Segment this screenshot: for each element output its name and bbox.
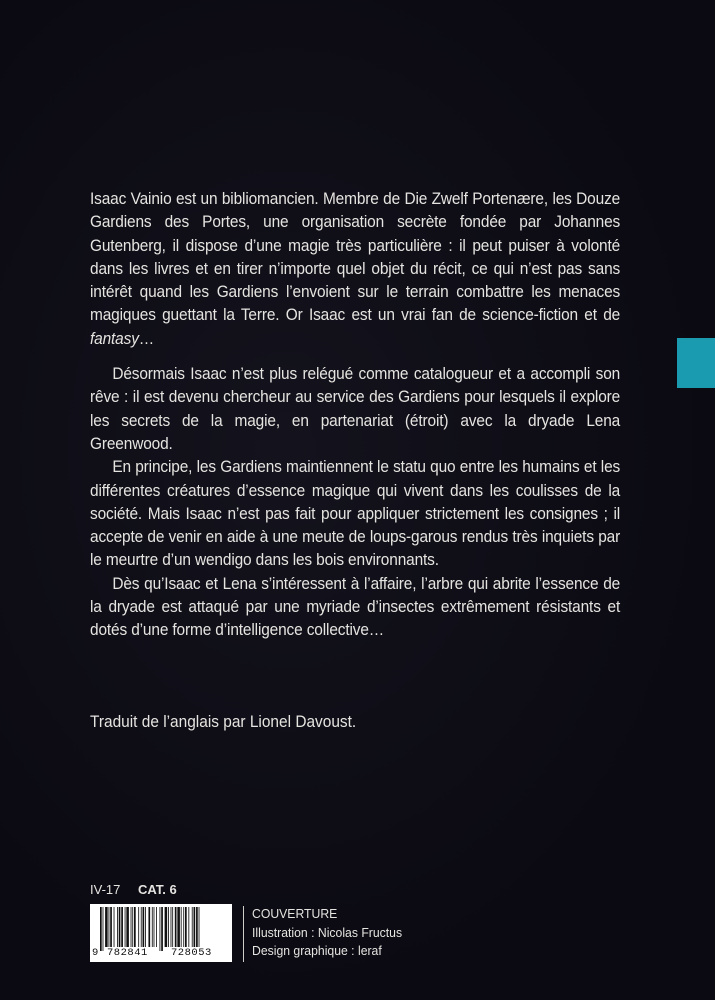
- blurb-paragraph-1: [90, 187, 620, 350]
- barcode-first-digit: 9: [92, 947, 99, 959]
- catalog-reference: IV-17: [90, 882, 121, 897]
- translator-credit: Traduit de l’anglais par Lionel Davoust.: [90, 712, 357, 731]
- credits-divider: [243, 906, 244, 962]
- barcode-digits: [90, 947, 232, 961]
- blurb-paragraph-4: Dès qu’Isaac et Lena s’intéressent à l’affaire, l’arbre qui abrite l’essence de la dryade est attaqué par une myriade d’insectes extrêmement résistants et dotés d’une forme d’intelligence collective…: [90, 573, 621, 640]
- blurb-italic-word: fantasy: [90, 328, 139, 348]
- credits-illustration: Illustration : Nicolas Fructus: [252, 924, 403, 940]
- blurb-paragraph-1-text: Isaac Vainio est un bibliomancien. Membre de Die Zwelf Portenære, les Douze Gardiens des Portes, une organisation secrète fondée par Johannes Gutenberg, il dispose d’une magie très particulière : il peut puiser à volonté dans les livres et en tirer n’importe quel objet du récit, ce qui n’est pas sans intérêt quand les Gardiens l’envoient sur le terrain combattre les menaces magiques guettant la Terre. Or Isaac est un vrai fan de science-fiction et de: [90, 189, 621, 325]
- credits-heading: COUVERTURE: [252, 906, 338, 921]
- catalog-codes: [90, 882, 177, 898]
- book-blurb: [90, 187, 620, 642]
- isbn-barcode: [90, 904, 232, 962]
- price-category: CAT. 6: [137, 882, 177, 897]
- accent-tab-marker: [677, 338, 715, 388]
- barcode-digit-group-1: 782841: [107, 947, 148, 959]
- barcode-digit-group-2: 728053: [171, 947, 212, 959]
- blurb-paragraph-1-ellipsis: …: [138, 328, 155, 348]
- blurb-paragraph-3: En principe, les Gardiens maintiennent le statu quo entre les humains et les différentes créatures d’essence magique qui vivent dans les coulisses de la société. Mais Isaac n’est pas fait pour appliquer strictement les consignes ; il accepte de venir en aide à une meute de loups-garous rendus très inquiets par le meurtre d’un wendigo dans les bois environnants.: [90, 457, 621, 570]
- cover-credits: [252, 905, 402, 961]
- blurb-paragraph-2: Désormais Isaac n’est plus relégué comme catalogueur et a accompli son rêve : il est devenu chercheur au service des Gardiens pour lesquels il explore les secrets de la magie, en partenariat (étroit) avec la dryade Lena Greenwood.: [90, 364, 621, 453]
- credits-design: Design graphique : leraf: [252, 943, 382, 958]
